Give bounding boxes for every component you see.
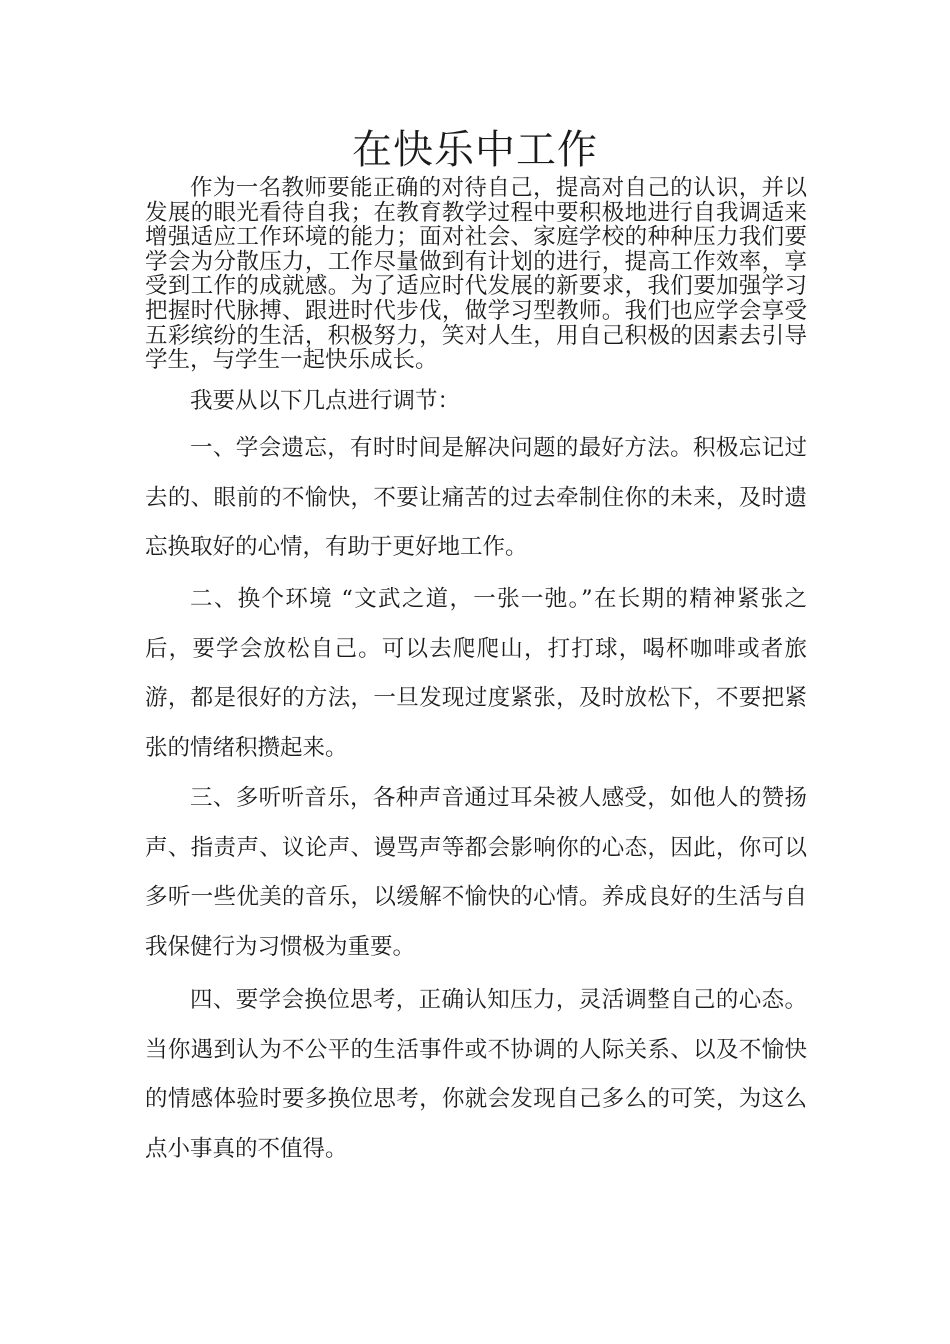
document-title: 在快乐中工作 xyxy=(352,127,598,173)
intro-paragraph: 作为一名教师要能正确的对待自己，提高对自己的认识，并以发展的眼光看待自我；在教育教学过程中要积极地进行自我调适来增强适应工作环境的能力；面对社会、家庭学校的种种压力我们要学会为分散压力，工作尽量做到有计划的进行，提高工作效率，享受到工作的成就感。为了适应时代发展的新要求，我们要加强学习把握时代脉搏、跟进时代步伐，做学习型教师。我们也应学会享受五彩缤纷的生活，积极努力，笑对人生，用自己积极的因素去引导学生，与学生一起快乐成长。 xyxy=(145,175,807,374)
point-paragraph-2: 二、换个环境 “文武之道，一张一弛。”在长期的精神紧张之后，要学会放松自己。可以去爬爬山，打打球，喝杯咖啡或者旅游，都是很好的方法，一旦发现过度紧张，及时放松下，不要把紧张的情绪积攒起来。 xyxy=(145,586,807,761)
point-paragraph-4: 四、要学会换位思考，正确认知压力，灵活调整自己的心态。当你遇到认为不公平的生活事件或不协调的人际关系、以及不愉快的情感体验时要多换位思考，你就会发现自己多么的可笑，为这么点小事真的不值得。 xyxy=(145,987,807,1162)
point-paragraph-1: 一、学会遗忘，有时时间是解决问题的最好方法。积极忘记过去的、眼前的不愉快，不要让痛苦的过去牵制住你的未来，及时遗忘换取好的心情，有助于更好地工作。 xyxy=(145,435,807,560)
point-paragraph-3: 三、多听听音乐，各种声音通过耳朵被人感受，如他人的赞扬声、指责声、议论声、谩骂声等都会影响你的心态，因此，你可以多听一些优美的音乐，以缓解不愉快的心情。养成良好的生活与自我保健行为习惯极为重要。 xyxy=(145,785,807,960)
lead-sentence: 我要从以下几点进行调节： xyxy=(190,388,461,414)
